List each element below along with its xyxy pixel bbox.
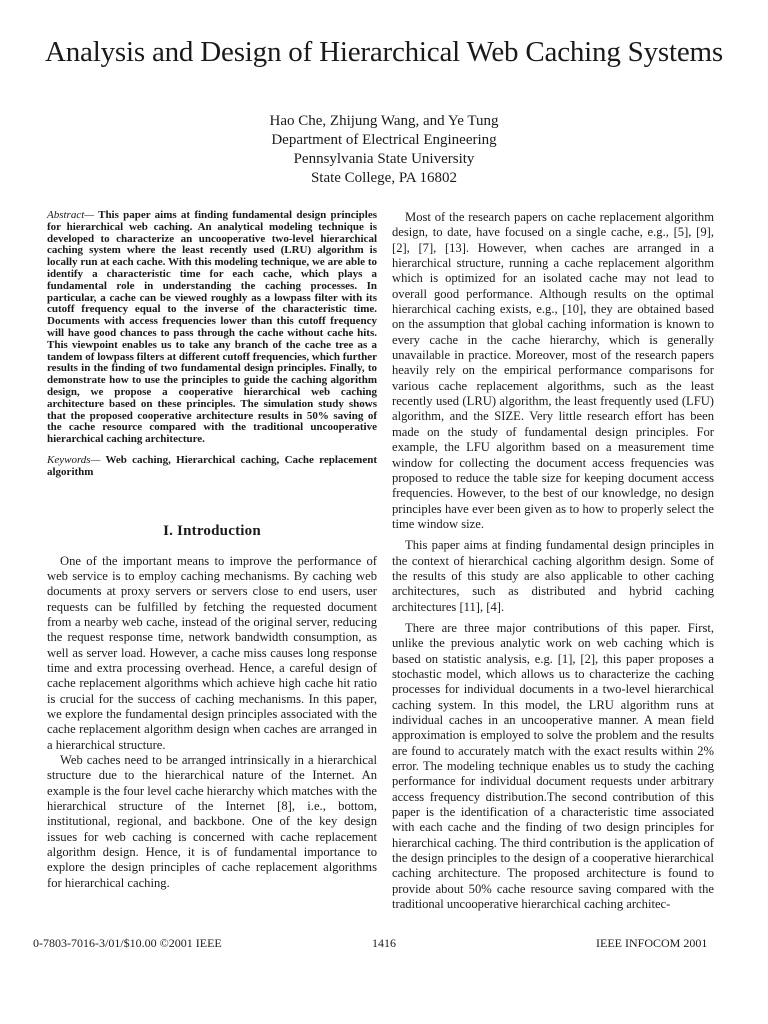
keywords: [47, 455, 377, 479]
intro-paragraph-2: Web caches need to be arranged intrinsically in a hierarchical structure due to the hierarchical nature of the Internet. An example is the four level cache hierarchy which matches with the hierarchical structure of the Internet [8], i.e., bottom, institutional, regional, and backbone. One of the key design issues for web caching is concerned with cache replacement algorithm design. Hence, it is of fundamental importance to explore the design principles of cache replacement algorithms for hierarchical caching.: [47, 753, 377, 890]
abstract-text: This paper aims at finding fundamental design principles for hierarchical web caching. An analytical modeling technique is developed to characterize an uncooperative two-level hierarchical caching system where the least recently used (LRU) algorithm is locally run at each cache. With this modeling technique, we are able to identify a characteristic time for each cache, which plays a fundamental role in understanding the caching processes. In particular, a cache can be viewed roughly as a lowpass filter with its cutoff frequency equal to the inverse of the characteristic time. Documents with access frequencies lower than this cutoff frequency will have good chances to pass through the cache without cache hits. This viewpoint enables us to take any branch of the cache tree as a tandem of lowpass filters at different cutoff frequencies, which further results in the finding of two fundamental design principles. Finally, to demonstrate how to use the principles to guide the caching algorithm design, we propose a cooperative hierarchical web caching architecture based on these principles. The simulation study shows that the proposed cooperative architecture results in 50% saving of the cache resource compared with the traditional uncooperative hierarchical caching architecture.: [47, 209, 377, 446]
abstract-lead: Abstract—: [47, 209, 95, 221]
intro-paragraph-1: One of the important means to improve the performance of web service is to employ caching mechanisms. By caching web documents at proxy servers or servers close to end users, user requests can be fulfilled by fetching the requested document from a nearby web cache, instead of the original server, reducing the request response time, network bandwidth consumption, as well as server load. However, a cache miss causes long response time and extra processing overhead. Hence, a careful design of cache replacement algorithms which achieve high cache hit ratio is crucial for the success of caching mechanisms. In this paper, we explore the fundamental design principles associated with the cache replacement algorithm design when caches are arranged in a hierarchical structure.: [47, 553, 377, 752]
right-paragraph-3: There are three major contributions of this paper. First, unlike the previous analytic work on web caching which is based on statistic analysis, e.g. [1], [2], this paper proposes a stochastic model, which allows us to characterize the caching processes for individual documents in a two-level hierarchical caching system. In this model, the LRU algorithm runs at individual caches in an uncooperative manner. A mean field approximation is employed to solve the problem and the results are found to accurately match with the exact results within 2% error. The modeling technique enables us to study the caching performance for individual document requests under arbitrary access frequency distribution.The second contribution of this paper is the identification of a characteristic time associated with each cache and the finding of two design principles for hierarchical caching. The third contribution is the application of the design principles to the design of a cooperative hierarchical caching architecture. The proposed architecture is found to provide about 50% cache resource saving compared with the traditional uncooperative hierarchical caching architec-: [392, 620, 714, 912]
keywords-text: Web caching, Hierarchical caching, Cache replacement algorithm: [47, 453, 377, 478]
author-names: Hao Che, Zhijung Wang, and Ye Tung: [269, 113, 499, 129]
abstract: [47, 210, 377, 446]
right-column: [392, 210, 714, 918]
right-paragraph-2: This paper aims at finding fundamental design principles in the context of hierarchical caching algorithm design. Some of the results of this study are also applicable to other caching architectures, such as distributed and hybrid caching architectures [11], [4].: [392, 538, 714, 614]
department: Department of Electrical Engineering: [271, 132, 497, 148]
keywords-lead: Keywords—: [47, 453, 101, 466]
page-number: 1416: [372, 936, 396, 950]
paper-title: Analysis and Design of Hierarchical Web Caching Systems: [45, 36, 723, 68]
conference-name: IEEE INFOCOM 2001: [596, 936, 708, 950]
section-heading-introduction: I. Introduction: [163, 522, 261, 539]
right-paragraph-1: Most of the research papers on cache replacement algorithm design, to date, have focused on a single cache, e.g., [5], [9], [2], [7], [13]. However, when caches are arranged in a hierarchical structure, running a cache replacement algorithm which is optimized for an isolated cache may not lead to overall good performance. Although results on the optimal hierarchical caching exists, e.g., [10], they are obtained based on the assumption that global caching information is known to every cache in the cache hierarchy, which is generally unavailable in practice. Moreover, most of the research papers heavily rely on the empirical performance comparisons for various cache replacement algorithms, such as the least recently used (LRU) algorithm, the least frequently used (LFU) algorithm, and the SIZE. Very little research effort has been made on the study of fundamental design principles. For example, the LFU algorithm based on a measurement time window for collecting the document access frequencies was proposed to reduce the table size for keeping document access frequencies. However, to the best of our knowledge, no design principles have ever been given as to how to properly select the time window size.: [392, 210, 714, 531]
university: Pennsylvania State University: [293, 151, 475, 167]
author-block: [140, 112, 628, 188]
page-footer: [0, 936, 768, 952]
left-column: [47, 210, 377, 891]
location: State College, PA 16802: [310, 170, 458, 186]
footer-copyright: 0-7803-7016-3/01/$10.00 ©2001 IEEE: [33, 936, 222, 950]
